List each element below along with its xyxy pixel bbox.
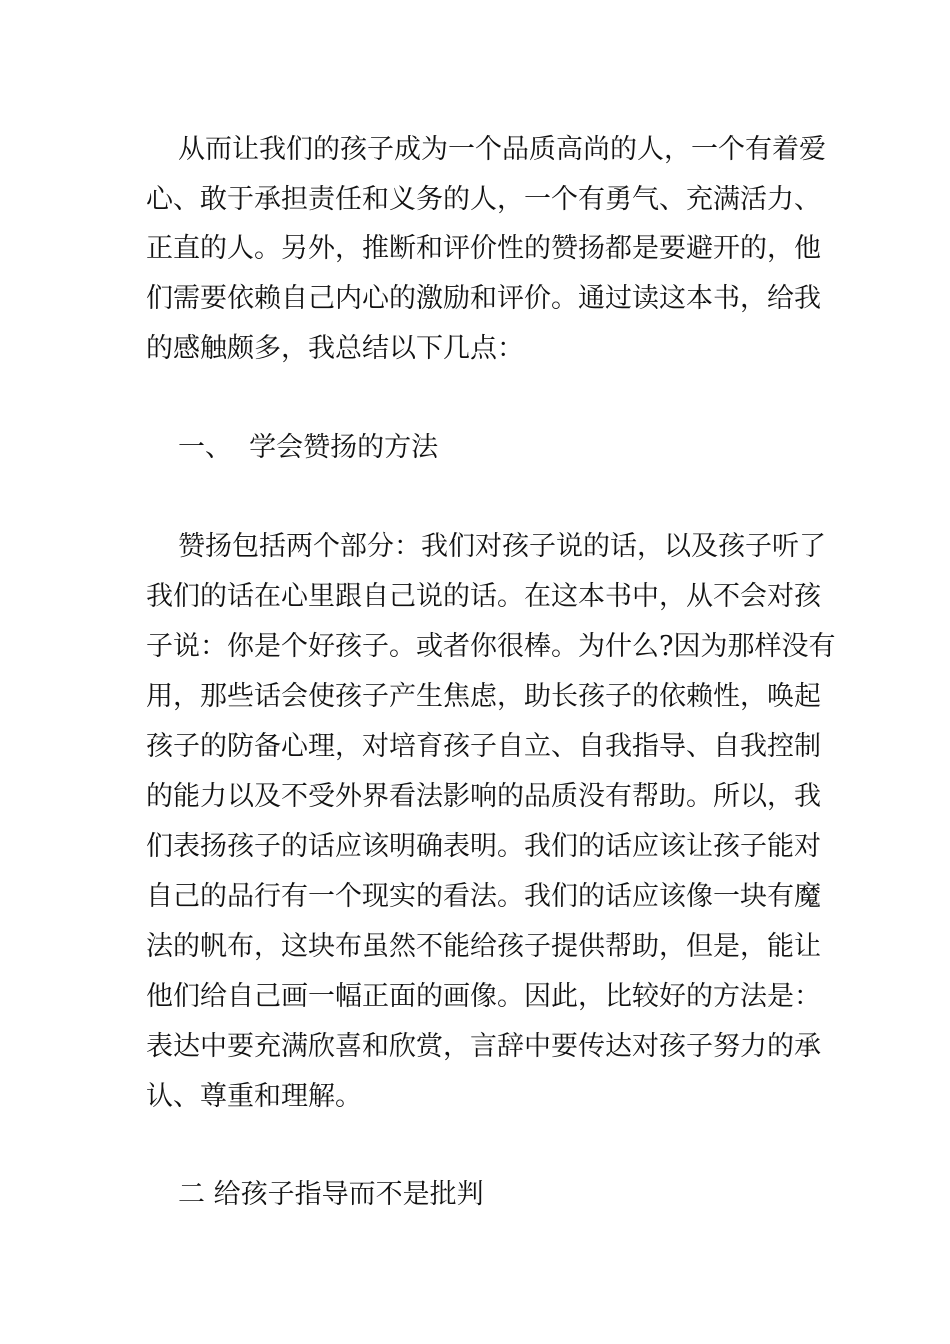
section-heading-1: 一、 学会赞扬的方法 [178,432,439,463]
paragraph-1-line-4: 们需要依赖自己内心的激励和评价。通过读这本书，给我 [146,283,821,314]
paragraph-2-line-9: 法的帆布，这块布虽然不能给孩子提供帮助，但是，能让 [146,931,821,962]
paragraph-2-line-4: 用，那些话会使孩子产生焦虑，助长孩子的依赖性，唤起 [146,681,821,712]
paragraph-2-line-8: 自己的品行有一个现实的看法。我们的话应该像一块有魔 [146,881,821,912]
paragraph-2-line-2: 我们的话在心里跟自己说的话。在这本书中，从不会对孩 [146,581,821,612]
paragraph-2-line-11: 表达中要充满欣喜和欣赏，言辞中要传达对孩子努力的承 [146,1031,821,1062]
paragraph-2-line-5: 孩子的防备心理，对培育孩子自立、自我指导、自我控制 [146,731,821,762]
paragraph-2-line-10: 他们给自己画一幅正面的画像。因此，比较好的方法是： [146,981,821,1012]
paragraph-1-line-5: 的感触颇多，我总结以下几点： [146,333,524,364]
paragraph-2-line-12: 认、尊重和理解。 [146,1081,362,1112]
paragraph-2-line-6: 的能力以及不受外界看法影响的品质没有帮助。所以，我 [146,781,821,812]
paragraph-2-line-7: 们表扬孩子的话应该明确表明。我们的话应该让孩子能对 [146,831,821,862]
paragraph-1-line-3: 正直的人。另外，推断和评价性的赞扬都是要避开的，他 [146,233,821,264]
paragraph-2-line-1: 赞扬包括两个部分：我们对孩子说的话，以及孩子听了 [178,531,826,562]
section-heading-2: 二 给孩子指导而不是批判 [178,1179,484,1210]
paragraph-1-line-2: 心、敢于承担责任和义务的人，一个有勇气、充满活力、 [146,184,821,215]
paragraph-1-line-1: 从而让我们的孩子成为一个品质高尚的人，一个有着爱 [178,134,826,165]
paragraph-2-line-3: 子说：你是个好孩子。或者你很棒。为什么?因为那样没有 [146,631,836,662]
